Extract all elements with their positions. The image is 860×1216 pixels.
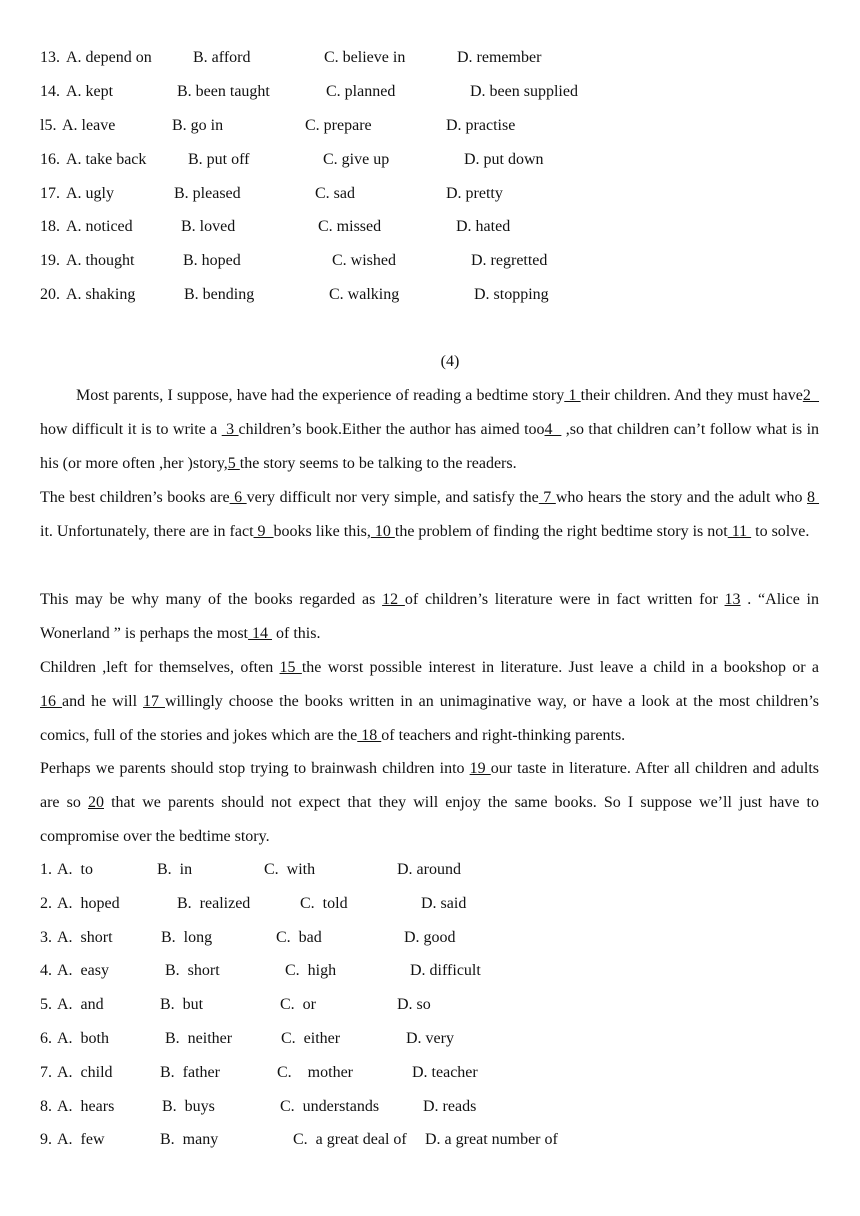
option-d: D. put down: [464, 151, 544, 168]
question-number: 3.: [40, 929, 52, 946]
blank-7: 7: [538, 489, 556, 506]
option-b: B. pleased: [174, 185, 241, 202]
option-c: C. bad: [276, 929, 322, 946]
option-d: D. regretted: [471, 252, 548, 269]
option-a: A. kept: [66, 83, 114, 100]
option-a: A. to: [57, 861, 93, 878]
option-c: C. walking: [329, 286, 400, 303]
question-number: 19.: [40, 252, 60, 269]
option-b: B. buys: [162, 1098, 215, 1115]
passage-text: their children. And they must have: [580, 387, 803, 404]
blank-1: 1: [564, 387, 581, 404]
passage-text: This may be why many of the books regarded as: [40, 591, 383, 608]
option-b: B. short: [165, 962, 220, 979]
option-d: D. practise: [446, 117, 516, 134]
blank-4: 4: [544, 420, 562, 438]
option-c: C. told: [300, 895, 348, 912]
blank-5: 5: [227, 454, 240, 472]
question-number: 1.: [40, 861, 52, 878]
question-number: l5.: [40, 117, 57, 134]
blank-8: 8: [807, 489, 820, 506]
blank-11: 11: [727, 522, 752, 540]
passage-text: . “Alice in Wonerland ” is perhaps the most: [40, 591, 819, 642]
option-b: B. hoped: [183, 252, 241, 269]
blank-13: 13: [724, 591, 741, 608]
question-number: 7.: [40, 1064, 52, 1081]
option-b: B. but: [160, 996, 204, 1013]
question-number: 2.: [40, 895, 52, 912]
question-number: 16.: [40, 151, 60, 168]
blank-17: 17: [143, 692, 165, 710]
option-a: A. shaking: [66, 286, 136, 303]
option-c: C. high: [285, 962, 337, 979]
passage-text: that we parents should not expect that they will enjoy the same books. So I suppose we’ll just have to compromise over the bedtime story.: [40, 793, 819, 845]
blank-10: 10: [370, 522, 395, 540]
option-c: C. either: [281, 1030, 341, 1047]
blank-15: 15: [279, 659, 302, 676]
option-a: A. child: [57, 1064, 113, 1081]
option-c: C. or: [280, 996, 316, 1013]
option-a: A. thought: [66, 252, 135, 269]
question-number: 18.: [40, 218, 60, 235]
option-d: D. been supplied: [470, 83, 578, 100]
option-c: C. a great deal of: [293, 1131, 407, 1148]
passage-paragraph-4: [40, 651, 819, 753]
question-number: 13.: [40, 49, 60, 66]
option-b: B. put off: [188, 151, 250, 168]
option-d: D. good: [404, 929, 456, 946]
option-a: A. easy: [57, 962, 109, 979]
option-b: B. long: [161, 929, 213, 946]
section-title: (4): [440, 353, 460, 370]
option-c: C. sad: [315, 185, 355, 202]
option-a: A. and: [57, 996, 104, 1013]
blank-14: 14: [248, 624, 272, 642]
question-number: 20.: [40, 286, 60, 303]
option-d: D. a great number of: [425, 1131, 558, 1148]
option-c: C. with: [264, 861, 316, 878]
option-a: A. few: [57, 1131, 105, 1148]
option-c: C. mother: [277, 1064, 353, 1081]
option-b: B. go in: [172, 117, 224, 134]
question-number: 6.: [40, 1030, 52, 1047]
blank-18: 18: [357, 726, 382, 744]
option-c: C. believe in: [324, 49, 406, 66]
option-a: A. depend on: [66, 49, 152, 66]
question-number: 17.: [40, 185, 60, 202]
passage-text: books like this,: [273, 522, 371, 540]
option-b: B. loved: [181, 218, 236, 235]
passage-text: the worst possible interest in literature. Just leave a child in a bookshop or a: [301, 659, 820, 676]
option-c: C. planned: [326, 83, 396, 100]
blank-16: 16: [40, 692, 62, 710]
option-c: C. prepare: [305, 117, 372, 134]
option-c: C. give up: [323, 151, 390, 168]
option-d: D. very: [406, 1030, 454, 1047]
option-b: B. neither: [165, 1030, 233, 1047]
passage-text: our taste in literature. After all children and adults are so: [40, 760, 820, 811]
option-c: C. missed: [318, 218, 382, 235]
option-a: A. leave: [62, 117, 116, 134]
passage-text: Children ,left for themselves, often: [40, 659, 280, 676]
option-b: B. afford: [193, 49, 251, 66]
option-d: D. said: [421, 895, 467, 912]
option-d: D. around: [397, 861, 461, 878]
question-number: 5.: [40, 996, 52, 1013]
option-b: B. realized: [177, 895, 251, 912]
passage-text: willingly choose the books written in an unimaginative way, or have a look at the most children’s comics, full of the stories and jokes which are the: [40, 692, 820, 744]
blank-2: 2: [802, 387, 820, 404]
blank-3: 3: [221, 420, 239, 438]
passage-text: ,so that children can’t follow what is in his (or more often ,her )story,: [40, 420, 820, 472]
blank-6: 6: [229, 489, 247, 506]
passage-paragraph-5: [40, 752, 819, 854]
option-b: B. many: [160, 1131, 219, 1148]
passage-text: children’s book.Either the author has aimed too: [238, 420, 545, 438]
option-a: A. take back: [66, 151, 147, 168]
option-c: C. understands: [280, 1098, 380, 1115]
option-d: D. so: [397, 996, 431, 1013]
option-a: A. both: [57, 1030, 109, 1047]
passage-text: it. Unfortunately, there are in fact: [40, 522, 254, 540]
option-d: D. stopping: [474, 286, 549, 303]
passage-text: of teachers and right-thinking parents.: [381, 726, 626, 744]
option-d: D. hated: [456, 218, 511, 235]
passage-text: The best children’s books are: [40, 489, 230, 506]
option-c: C. wished: [332, 252, 396, 269]
passage-text: the story seems to be talking to the readers.: [239, 454, 517, 472]
passage-text: and he will: [61, 692, 144, 710]
blank-9: 9: [253, 522, 274, 540]
option-d: D. difficult: [410, 962, 481, 979]
passage-text: how difficult it is to write a: [40, 420, 222, 438]
option-a: A. noticed: [66, 218, 133, 235]
blank-19: 19: [469, 760, 491, 777]
passage-paragraph-2: [40, 481, 819, 549]
passage-text: Most parents, I suppose, have had the experience of reading a bedtime story: [76, 387, 565, 404]
option-a: A. hears: [57, 1098, 115, 1115]
passage-paragraph-1: [40, 379, 819, 481]
passage-text: the problem of finding the right bedtime story is not: [394, 522, 728, 540]
option-a: A. hoped: [57, 895, 120, 912]
passage-text: to solve.: [751, 522, 810, 540]
option-b: B. been taught: [177, 83, 270, 100]
option-d: D. pretty: [446, 185, 503, 202]
question-number: 14.: [40, 83, 60, 100]
blank-12: 12: [382, 591, 405, 608]
passage-text: very difficult nor very simple, and satisfy the: [246, 489, 539, 506]
passage-paragraph-3: [40, 583, 819, 651]
passage-text: who hears the story and the adult who: [555, 489, 808, 506]
option-d: D. remember: [457, 49, 542, 66]
option-b: B. in: [157, 861, 193, 878]
option-b: B. bending: [184, 286, 255, 303]
question-number: 8.: [40, 1098, 52, 1115]
option-a: A. ugly: [66, 185, 114, 202]
option-d: D. reads: [423, 1098, 477, 1115]
option-d: D. teacher: [412, 1064, 478, 1081]
question-number: 9.: [40, 1131, 52, 1148]
passage-text: of children’s literature were in fact written for: [404, 591, 725, 608]
question-number: 4.: [40, 962, 52, 979]
passage-text: Perhaps we parents should stop trying to brainwash children into: [40, 760, 470, 777]
blank-20: 20: [87, 793, 104, 811]
option-b: B. father: [160, 1064, 220, 1081]
option-a: A. short: [57, 929, 113, 946]
passage-text: of this.: [272, 624, 321, 642]
